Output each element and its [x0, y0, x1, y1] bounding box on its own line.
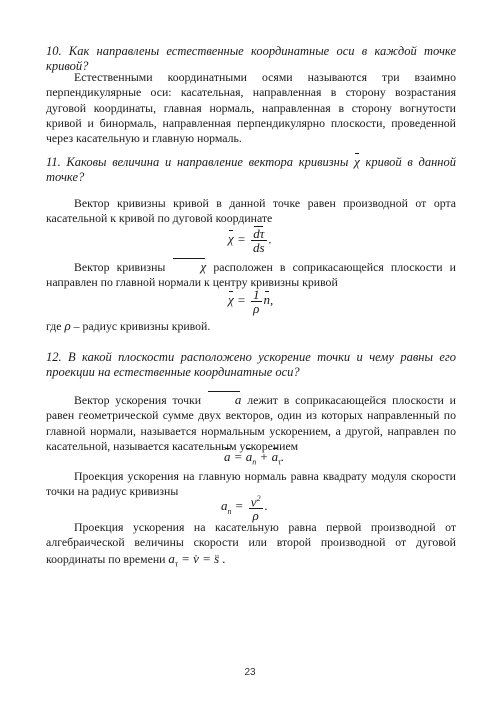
paragraph-text: где: [46, 319, 62, 333]
formula-lhs: χ: [228, 292, 234, 308]
formula-fraction: [251, 288, 262, 315]
formula-fraction: [249, 492, 263, 522]
formula-fraction: [251, 227, 267, 254]
fraction-numerator: 1: [253, 287, 260, 302]
subscript: n: [227, 506, 232, 516]
paragraph-text: расположен в соприкасающейся плоскости и направлен по главной нормали к центру кривизны кривой: [46, 260, 456, 290]
paragraph-text: Проекция ускорения на касательную равна первой производной от алгебраической величины скорости или второй производной от дуговой координаты по времени: [46, 520, 456, 566]
question-10-title: 10. Как направлены естественные координатные оси в каждой точке кривой?: [46, 44, 456, 73]
paragraph-text: Вектор кривизны: [74, 260, 166, 274]
superscript: 2: [256, 494, 261, 503]
acceleration-sum-formula: $a = a_n + a_\tau$.: [224, 449, 285, 467]
question-11-paragraph-3: [46, 318, 456, 334]
paragraph-text: – радиус кривизны кривой.: [73, 319, 211, 333]
tangential-acceleration-symbol: a: [271, 449, 279, 464]
fraction-denominator: ds: [253, 240, 265, 255]
formula-lhs: χ: [228, 231, 234, 247]
formula-lhs: a: [224, 449, 231, 464]
question-12-paragraph-1: [46, 392, 456, 454]
normal-acceleration-symbol: a: [245, 449, 253, 464]
curvature-vector-symbol: χ: [172, 259, 206, 274]
question-11-title: [46, 154, 456, 185]
question-12-paragraph-3: [46, 520, 456, 571]
fraction-numerator: dτ: [253, 226, 265, 241]
subscript: τ: [278, 457, 281, 467]
paragraph-text: Вектор ускорения точки: [74, 393, 202, 407]
fraction-numerator: v: [250, 494, 257, 510]
paragraph-text: лежит в соприкасающейся плоскости и равен геометрической сумме двух векторов, один из которых направленный по главной нормали, называется нормальным ускорением, а другой, направлен по касательной, называется касательным ускорением: [46, 393, 456, 453]
page-number: 23: [244, 667, 256, 678]
curvature-formula: χ = $\frac{d\tau}{ds}$ .: [228, 226, 272, 255]
radius-symbol: ρ: [64, 318, 71, 333]
question-11-title-part1: 11. Каковы величина и направление вектора кривизны: [46, 155, 349, 169]
subscript: n: [252, 457, 257, 467]
fraction-denominator: ρ: [252, 508, 259, 524]
derivative-formula: = v̇ = s̈ .: [181, 550, 226, 566]
question-10-answer: Естественными координатными осями называются три взаимно перпендикулярные оси: касательная, направленная в сторону возрастания дуговой координаты, главная нормаль, направленная в сторону вогнутости кривой и бинормаль, направленная перпендикулярно плоскости, проведенной через касательную и главную нормаль.: [46, 70, 456, 146]
question-11-title-part2: кривой в данной точке?: [46, 155, 457, 184]
formula-lhs: a: [221, 498, 228, 514]
normal-vector-symbol: n: [263, 292, 271, 308]
acceleration-vector-symbol: a: [207, 392, 242, 407]
question-12-paragraph-2: Проекция ускорения на главную нормаль равна квадрату модуля скорости точки на радиус кривизны: [46, 469, 456, 499]
question-11-paragraph-2: [46, 259, 456, 291]
curvature-normal-formula: χ = $\frac{1}{\rho}$ n,: [228, 287, 274, 316]
question-11-paragraph-1: Вектор кривизны кривой в данной точке равен производной от орта касательной к кривой по дуговой координате: [46, 196, 456, 226]
normal-acceleration-formula: $a_n$ = $\frac{v^2}{\rho}$ .: [221, 494, 268, 524]
tangential-acceleration-formula: a: [168, 550, 175, 566]
subscript: τ: [174, 558, 179, 568]
curvature-vector-symbol: χ: [354, 154, 360, 169]
fraction-denominator: ρ: [253, 301, 260, 316]
question-12-title: 12. В какой плоскости расположено ускорение точки и чему равны его проекции на естественные координатные оси?: [46, 350, 456, 379]
